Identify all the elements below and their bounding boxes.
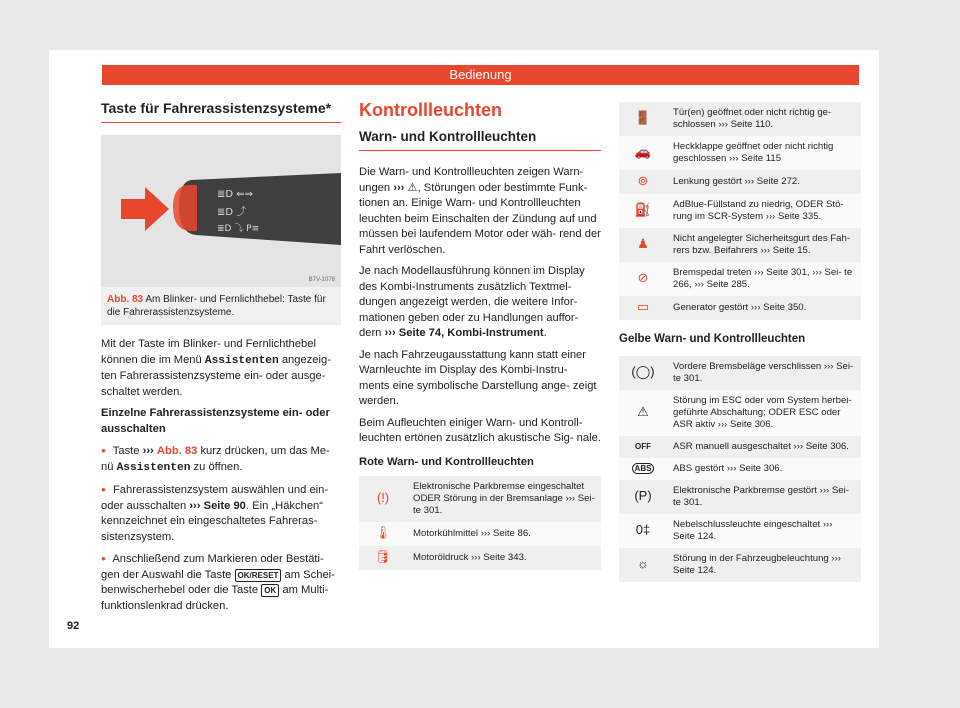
subtitle: Warn- und Kontrollleuchten — [359, 129, 601, 151]
middle-column — [359, 100, 601, 570]
table-row: ⊘ Bremspedal treten ››› Seite 301, ››› Sei- te 266, ››› Seite 285. — [619, 262, 861, 296]
red-lights-table — [359, 476, 601, 570]
red-lights-heading: Rote Warn- und Kontrollleuchten — [359, 455, 534, 468]
caption-number: Abb. 83 — [107, 294, 144, 305]
header-bar: Bedienung — [102, 65, 859, 85]
table-row: (P) Elektronische Parkbremse gestört ››› Sei- te 301. — [619, 480, 861, 514]
brake-pads-icon: (◯) — [631, 363, 655, 379]
svg-text:≣D ⇐⇒: ≣D ⇐⇒ — [217, 189, 254, 200]
page-link[interactable]: ››› Seite 74, Kombi-Instrument — [384, 327, 544, 339]
paragraph-2: Je nach Modellausführung können im Display des Kombi-Instruments zusätzlich Textmel- dungen angezeigt werden, die weitere Infor- mationen geben oder zu Handlungen auffor- dern ››› Seite 74, Kombi-Instrument. — [359, 265, 585, 339]
paragraph-1: Die Warn- und Kontrollleuchten zeigen Warn- ungen ››› ⚠, Störungen oder bestimmte Funk- tionen an. Einige Warn- und Kontrollleuchten leuchten beim Einschalten der Zündung auf und müssen bei laufendem Motor oder wäh- rend der Fahrt verlöschen. — [359, 166, 601, 256]
asr-off-icon: OFF — [635, 441, 651, 451]
adblue-icon: ⛽ — [634, 202, 652, 217]
left-column — [101, 100, 341, 620]
table-row: ⛽ AdBlue-Füllstand zu niedrig, ODER Stö- rung im SCR-System ››› Seite 335. — [619, 194, 861, 228]
steering-icon: ⊚ — [637, 173, 649, 188]
main-title: Kontrollleuchten — [359, 100, 502, 120]
table-row: ♟ Nicht angelegter Sicherheitsgurt des Fah- rers bzw. Beifahrers ››› Seite 15. — [619, 228, 861, 262]
ok-reset-key: OK/RESET — [235, 569, 282, 582]
yellow-lights-heading: Gelbe Warn- und Kontrollleuchten — [619, 333, 806, 345]
paragraph-4: Beim Aufleuchten einiger Warn- und Kontroll- leuchten ertönen zusätzlich akustische Sig- nale. — [359, 416, 601, 444]
figure-caption — [101, 287, 341, 325]
intro-paragraph: Mit der Taste im Blinker- und Fernlichthebel können die im Menü Assistenten angezeig- ten Fahrerassistenzsysteme ein- oder ausge- schaltet werden. — [101, 338, 331, 398]
ok-key: OK — [261, 584, 279, 597]
table-row: ▭ Generator gestört ››› Seite 350. — [619, 296, 861, 320]
yellow-lights-table — [619, 356, 861, 582]
table-row: ⚠ Störung im ESC oder vom System herbei- geführte Abschaltung; ODER ESC oder ASR aktiv ››› Seite 306. — [619, 390, 861, 436]
section-title: Taste für Fahrerassistenzsysteme* — [101, 100, 341, 123]
table-row: ⊚ Lenkung gestört ››› Seite 272. — [619, 170, 861, 194]
table-row: ABS ABS gestört ››› Seite 306. — [619, 458, 861, 480]
table-row: OFF ASR manuell ausgeschaltet ››› Seite 306. — [619, 436, 861, 458]
figure-id: B7V-1078 — [308, 277, 335, 283]
table-row: 🚗 Heckklappe geöffnet oder nicht richtig geschlossen ››› Seite 115 — [619, 136, 861, 170]
abs-icon: ABS — [632, 463, 655, 474]
svg-text:≣D ⤴: ≣D ⤴ — [217, 207, 247, 218]
lighting-fault-icon: ☼ — [637, 555, 649, 571]
coolant-icon: 🌡 — [374, 525, 392, 540]
caption-text: Am Blinker- und Fernlichthebel: Taste für die Fahrerassistenzsysteme. — [107, 294, 326, 318]
rear-fog-light-icon: 0‡ — [635, 521, 651, 537]
door-open-icon: 🚪 — [634, 110, 652, 125]
table-row: 0‡ Nebelschlussleuchte eingeschaltet ››› Seite 124. — [619, 514, 861, 548]
figure-link[interactable]: Abb. 83 — [156, 445, 198, 457]
battery-icon: ▭ — [636, 299, 650, 314]
right-column — [619, 102, 860, 582]
lever-figure — [101, 135, 341, 287]
lever-illustration — [101, 135, 341, 287]
esc-icon: ⚠ — [637, 403, 649, 419]
red-lights-table-continued — [619, 102, 861, 320]
table-row: 🛢 Motoröldruck ››› Seite 343. — [359, 546, 601, 570]
seatbelt-icon: ♟ — [637, 236, 649, 251]
step-1: ● Taste ››› Abb. 83 kurz drücken, um das Me- nü Assistenten zu öffnen. — [101, 443, 341, 476]
tailgate-icon: 🚗 — [634, 144, 652, 159]
parking-brake-icon: (P) — [634, 487, 652, 503]
oil-pressure-icon: 🛢 — [374, 549, 392, 564]
page-number: 92 — [67, 620, 80, 632]
table-row: (!) Elektronische Parkbremse eingeschaltet ODER Störung in der Bremsanlage ››› Sei- te 301. — [359, 476, 601, 522]
page-link[interactable]: ››› Seite 90 — [189, 499, 246, 512]
subheading: Einzelne Fahrerassistenzsysteme ein- oder ausschalten — [101, 407, 330, 435]
svg-text:≣D ⤵ P≡: ≣D ⤵ P≡ — [217, 224, 260, 234]
table-row: ☼ Störung in der Fahrzeugbeleuchtung ››› Seite 124. — [619, 548, 861, 582]
step-3: ● Anschließend zum Markieren oder Bestäti- gen der Auswahl die Taste OK/RESET am Schei- benwischerhebel oder die Taste OK am Multi- funktionslenkrad drücken. — [101, 551, 341, 614]
brake-warning-icon: (!) — [376, 490, 390, 505]
brake-pedal-icon: ⊘ — [637, 270, 649, 285]
warning-icon: ⚠ — [407, 181, 418, 194]
paragraph-3: Je nach Fahrzeugausstattung kann statt einer Warnleuchte im Display des Kombi-Instru- ments eine symbolische Darstellung ange- zeigt werden. — [359, 348, 597, 407]
table-row: 🌡 Motorkühlmittel ››› Seite 86. — [359, 522, 601, 546]
step-2: ● Fahrerassistenzsystem auswählen und ein- oder ausschalten ››› Seite 90. Ein „Häkchen“ kennzeichnet ein eingeschaltetes Fahreras- sistenzsystem. — [101, 482, 341, 545]
table-row: 🚪 Tür(en) geöffnet oder nicht richtig ge- schlossen ››› Seite 110. — [619, 102, 861, 136]
table-row: (◯) Vordere Bremsbeläge verschlissen ››› Sei- te 301. — [619, 356, 861, 390]
